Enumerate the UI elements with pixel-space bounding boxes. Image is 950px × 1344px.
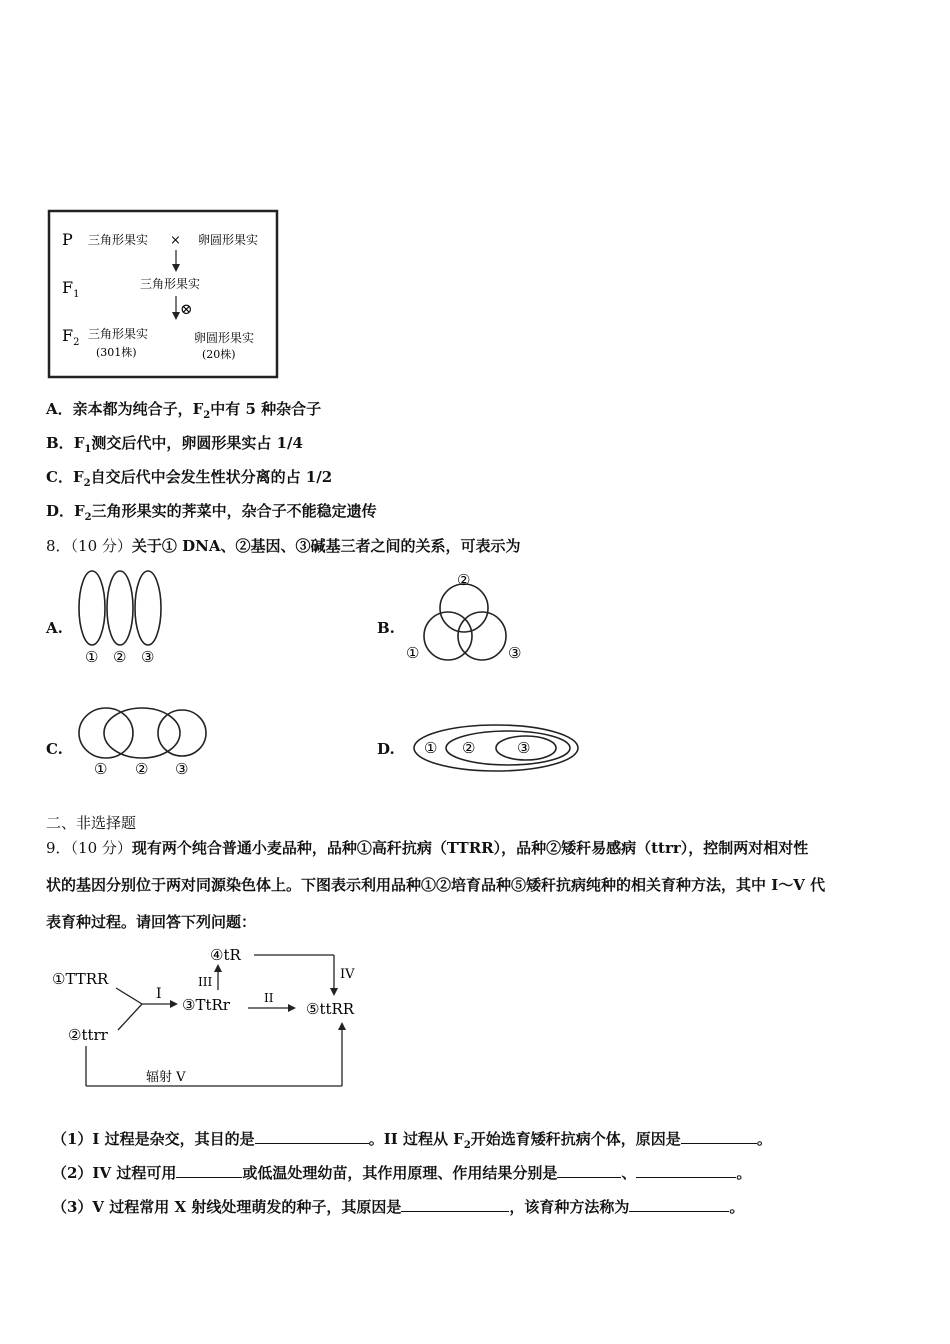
merge-line-bottom — [118, 1004, 142, 1030]
node-variety-4: ④tR — [210, 946, 241, 964]
venn-option-a — [76, 568, 170, 668]
f1-phenotype: 三角形果实 — [140, 277, 201, 291]
answer-blank-1[interactable] — [255, 1128, 369, 1144]
ellipse-gene — [107, 571, 133, 645]
venn-option-c — [76, 700, 212, 782]
venn-option-b — [402, 568, 530, 668]
q8-stem: 8．（10 分）关于① DNA、②基因、③碱基三者之间的关系，可表示为 — [46, 537, 521, 555]
q7-option-d: D．$F_2$三角形果实的荠菜中，杂合子不能稳定遗传 — [46, 502, 377, 523]
label-base: ③ — [175, 760, 189, 778]
f2-left-count: (301株) — [96, 346, 137, 359]
q9-sub-1: （1）I 过程是杂交，其目的是 。II 过程从 $F_2$开始选育矮秆抗病个体，原因是 。 — [52, 1130, 772, 1151]
answer-blank-6[interactable] — [401, 1196, 509, 1212]
label-gene: ② — [462, 739, 476, 757]
label-step-2: II — [264, 991, 274, 1005]
f2-right-count: (20株) — [202, 348, 236, 361]
label-gene: ② — [113, 648, 127, 666]
arrow-head-step-2 — [288, 1004, 296, 1012]
label-dna: ① — [94, 760, 108, 778]
answer-blank-7[interactable] — [629, 1196, 729, 1212]
ellipse-dna — [79, 708, 133, 758]
merge-line-top — [116, 988, 142, 1004]
label-step-5: 辐射 V — [146, 1070, 186, 1085]
label-dna: ① — [406, 644, 420, 662]
label-gene: ② — [135, 760, 149, 778]
q9-stem-line-2: 状的基因分别位于两对同源染色体上。下图表示利用品种①②培育品种⑤矮秆抗病纯种的相关育种方法，其中 I～V 代 — [46, 876, 826, 894]
q8-option-d-label: D. — [377, 740, 395, 758]
circle-gene — [440, 584, 488, 632]
answer-blank-4[interactable] — [557, 1162, 621, 1178]
ellipse-dna — [79, 571, 105, 645]
cross-symbol: × — [170, 233, 181, 248]
q7-option-a: A．亲本都为纯合子，$F_2$中有 5 种杂合子 — [46, 400, 322, 421]
label-gene: ② — [457, 571, 471, 589]
q8-option-b-label: B. — [377, 619, 395, 637]
q8-option-c-label: C. — [46, 740, 63, 758]
q9-sub-2: （2）IV 过程可用 或低温处理幼苗，其作用原理、作用结果分别是 、 。 — [52, 1164, 752, 1182]
arrow-head-f1-f2 — [172, 312, 180, 320]
p-right-phenotype: 卵圆形果实 — [198, 233, 259, 247]
arrow-head-step-3 — [214, 964, 222, 972]
arrow-head-step-1 — [170, 1000, 178, 1008]
q7-option-b: B．$F_1$测交后代中，卵圆形果实占 1/4 — [46, 434, 303, 455]
arrow-head-p-f1 — [172, 264, 180, 272]
venn-option-d — [410, 722, 582, 778]
ellipse-gene — [104, 708, 180, 758]
ellipse-base — [158, 710, 206, 756]
arrow-head-step-5 — [338, 1022, 346, 1030]
arrow-head-step-4 — [330, 988, 338, 996]
answer-blank-3[interactable] — [176, 1162, 242, 1178]
ellipse-base — [135, 571, 161, 645]
f2-label: $F_2$ — [62, 326, 80, 348]
q9-sub-3: （3）V 过程常用 X 射线处理萌发的种子，其原因是 ，该育种方法称为 。 — [52, 1198, 745, 1216]
section-heading: 二、非选择题 — [46, 814, 137, 832]
selfing-symbol: ⊗ — [180, 300, 193, 318]
p-left-phenotype: 三角形果实 — [88, 233, 149, 247]
f1-label: $F_1$ — [62, 278, 80, 300]
node-variety-5: ⑤ttRR — [306, 1000, 355, 1018]
q7-option-c: C．$F_2$自交后代中会发生性状分离的占 1/2 — [46, 468, 333, 489]
breeding-diagram — [46, 940, 376, 1092]
answer-blank-5[interactable] — [636, 1162, 736, 1178]
q9-stem-line-3: 表育种过程。请回答下列问题： — [46, 913, 257, 931]
cross-diagram — [46, 208, 282, 382]
label-dna: ① — [85, 648, 99, 666]
p-label: P — [62, 230, 73, 249]
label-step-3: III — [198, 975, 213, 989]
node-variety-2: ②ttrr — [68, 1026, 108, 1044]
label-base: ③ — [141, 648, 155, 666]
circle-base — [458, 612, 506, 660]
f2-left-phenotype: 三角形果实 — [88, 327, 149, 341]
label-base: ③ — [508, 644, 522, 662]
answer-blank-2[interactable] — [681, 1128, 757, 1144]
f2-right-phenotype: 卵圆形果实 — [194, 331, 255, 345]
label-step-4: IV — [340, 967, 355, 982]
label-dna: ① — [424, 739, 438, 757]
q8-option-a-label: A. — [46, 619, 63, 637]
label-step-1: I — [156, 986, 162, 1002]
node-variety-3: ③TtRr — [182, 996, 230, 1014]
node-variety-1: ①TTRR — [52, 970, 109, 988]
q9-stem-line-1: 9．（10 分）现有两个纯合普通小麦品种，品种①高秆抗病（TTRR），品种②矮秆易感病（ttrr），控制两对相对性 — [46, 839, 809, 857]
label-base: ③ — [517, 739, 531, 757]
